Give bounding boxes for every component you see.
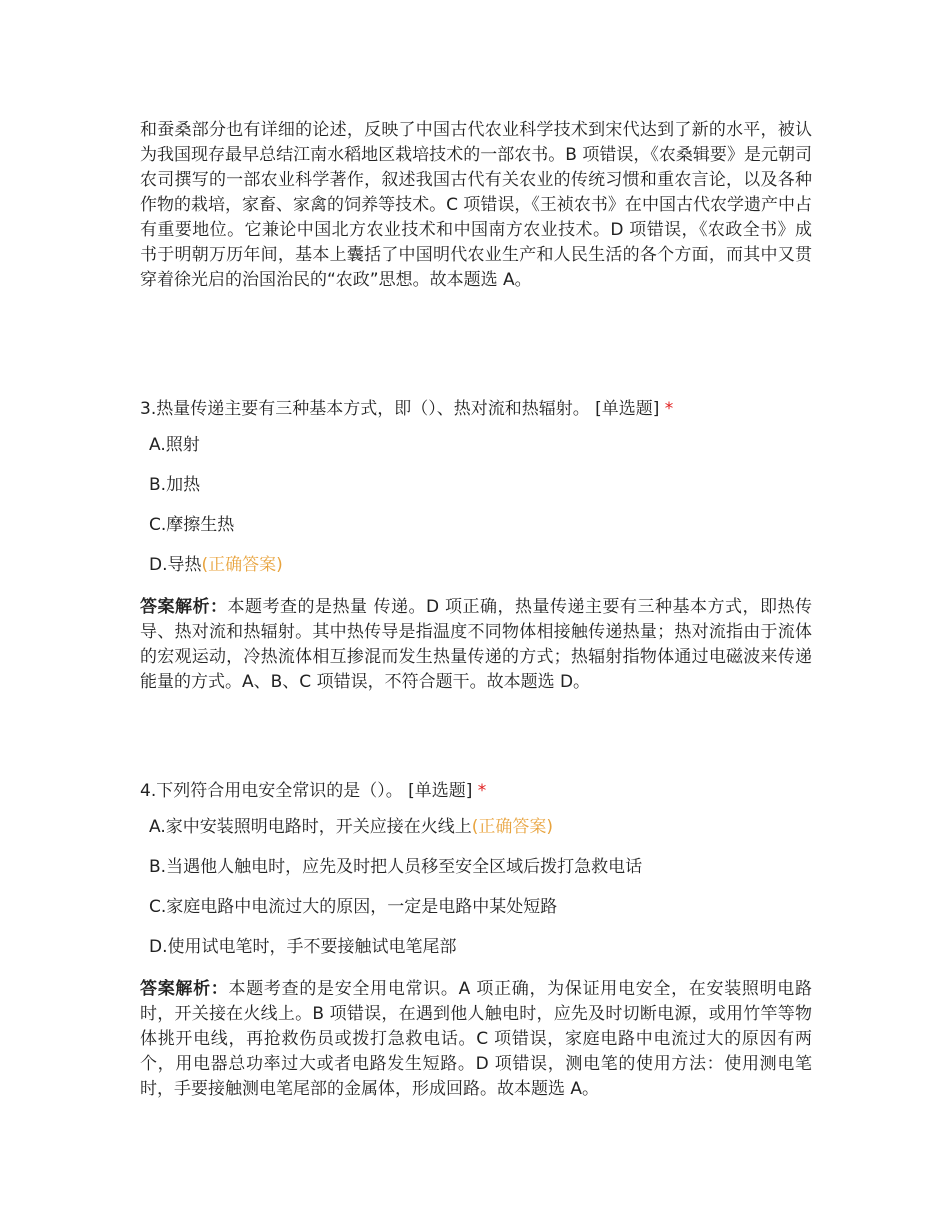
question-4 (140, 779, 812, 1102)
question-3 (140, 397, 812, 695)
required-asterisk: * (477, 781, 487, 801)
option-b[interactable] (140, 473, 812, 513)
correct-answer-tag: (正确答案) (471, 817, 553, 837)
analysis-text: 本题考查的是安全用电常识。A 项正确，为保证用电安全，在安装照明电路时，开关接在火线上。B 项错误，在遇到他人触电时，应先及时切断电源，或用竹竿等物体挑开电线，再抢救伤员或拨打急救电话。C 项错误，家庭电路中电流过大的原因有两个，用电器总功率过大或者电路发生短路。D 项错误，测电笔的使用方法：使用测电笔时，手要接触测电笔尾部的金属体，形成回路。故本题选 A。 (140, 979, 812, 1099)
option-b[interactable] (140, 855, 812, 895)
option-label: A.照射 (149, 435, 200, 455)
answer-analysis (140, 977, 812, 1102)
option-label: A.家中安装照明电路时，开关应接在火线上 (149, 817, 472, 837)
option-label: C.家庭电路中电流过大的原因，一定是电路中某处短路 (149, 897, 558, 917)
answer-analysis (140, 595, 812, 695)
option-c[interactable] (140, 895, 812, 935)
analysis-text: 本题考查的是热量 传递。D 项正确，热量传递主要有三种基本方式，即热传导、热对流和热辐射。其中热传导是指温度不同物体相接触传递热量；热对流指由于流体的宏观运动，冷热流体相互掺混而发生热量传递的方式；热辐射指物体通过电磁波来传递能量的方式。A、B、C 项错误，不符合题干。故本题选 D。 (140, 597, 812, 692)
previous-analysis-continuation: 和蚕桑部分也有详细的论述，反映了中国古代农业科学技术到宋代达到了新的水平，被认为我国现存最早总结江南水稻地区栽培技术的一部农书。B 项错误，《农桑辑要》是元朝司农司撰写的一部农业科学著作，叙述我国古代有关农业的传统习惯和重农言论，以及各种作物的栽培，家畜、家禽的饲养等技术。C 项错误，《王祯农书》在中国古代农学遗产中占有重要地位。它兼论中国北方农业技术和中国南方农业技术。D 项错误，《农政全书》成书于明朝万历年间，基本上囊括了中国明代农业生产和人民生活的各个方面，而其中又贯穿着徐光启的治国治民的“农政”思想。故本题选 A。 (140, 120, 812, 290)
question-title (140, 779, 812, 803)
option-d[interactable] (140, 553, 812, 593)
analysis-label: 答案解析： (140, 979, 229, 999)
option-c[interactable] (140, 513, 812, 553)
option-a[interactable] (140, 433, 812, 473)
option-label: D.导热 (149, 555, 202, 575)
correct-answer-tag: (正确答案) (201, 555, 283, 575)
question-text: 3.热量传递主要有三种基本方式，即（）、热对流和热辐射。 [单选题] (140, 399, 660, 419)
option-d[interactable] (140, 935, 812, 975)
analysis-label: 答案解析： (140, 597, 228, 617)
question-text: 4.下列符合用电安全常识的是（）。 [单选题] (140, 781, 473, 801)
required-asterisk: * (664, 399, 674, 419)
option-a[interactable] (140, 815, 812, 855)
question-title (140, 397, 812, 421)
option-label: D.使用试电笔时，手不要接触试电笔尾部 (149, 937, 457, 957)
option-label: C.摩擦生热 (149, 515, 235, 535)
option-label: B.当遇他人触电时，应先及时把人员移至安全区域后拨打急救电话 (149, 857, 643, 877)
option-label: B.加热 (149, 475, 201, 495)
